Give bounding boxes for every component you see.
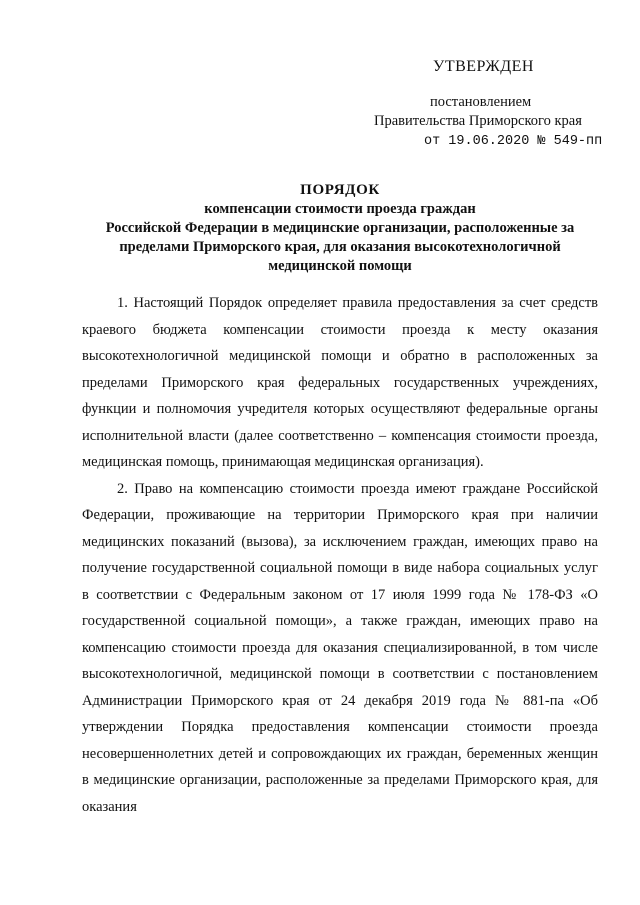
paragraph-2: 2. Право на компенсацию стоимости проезда имеют граждане Российской Федерации, проживающие на территории Приморского края при наличии медицинских показаний (вызова), за исключением граждан, имеющих право на получение государственной социальной помощи в виде набора социальных услуг в соответствии с Федеральным законом от 17 июля 1999 года № 178-ФЗ «О государственной социальной помощи», а также граждан, имеющих право на компенсацию стоимости проезда для оказания специализированной, в том числе высокотехнологичной, медицинской помощи в соответствии с постановлением Администрации Приморского края от 24 декабря 2019 года № 881-па «Об утверждении Порядка предоставления компенсации стоимости проезда несовершеннолетних детей и сопровождающих их граждан, беременных женщин в медицинские организации, расположенные за пределами Приморского края, для оказания xyxy=(82,480,598,815)
title-line-3: пределами Приморского края, для оказания высокотехнологичной xyxy=(119,239,561,255)
title-line-2: Российской Федерации в медицинские организации, расположенные за xyxy=(105,220,575,236)
approval-stamp-heading: УТВЕРЖДЕН xyxy=(433,58,534,75)
decree-date-number: от 19.06.2020 № 549-пп xyxy=(424,134,603,149)
government-label: Правительства Приморского края xyxy=(374,113,582,129)
title-line-4: медицинской помощи xyxy=(268,258,412,274)
title-heading: ПОРЯДОК xyxy=(300,182,380,198)
document-title xyxy=(80,181,600,276)
paragraph-1: 1. Настоящий Порядок определяет правила предоставления за счет средств краевого бюджета компенсации стоимости проезда к месту оказания высокотехнологичной медицинской помощи и обратно в расположенных за пределами Приморского края федеральных государственных учреждениях, функции и полномочия учредителя которых осуществляют федеральные органы исполнительной власти (далее соответственно – компенсация стоимости проезда, медицинская помощь, принимающая медицинская организация). xyxy=(82,295,598,470)
title-line-1: компенсации стоимости проезда граждан xyxy=(204,201,476,217)
document-body xyxy=(82,290,598,820)
decree-label: постановлением xyxy=(430,94,532,110)
